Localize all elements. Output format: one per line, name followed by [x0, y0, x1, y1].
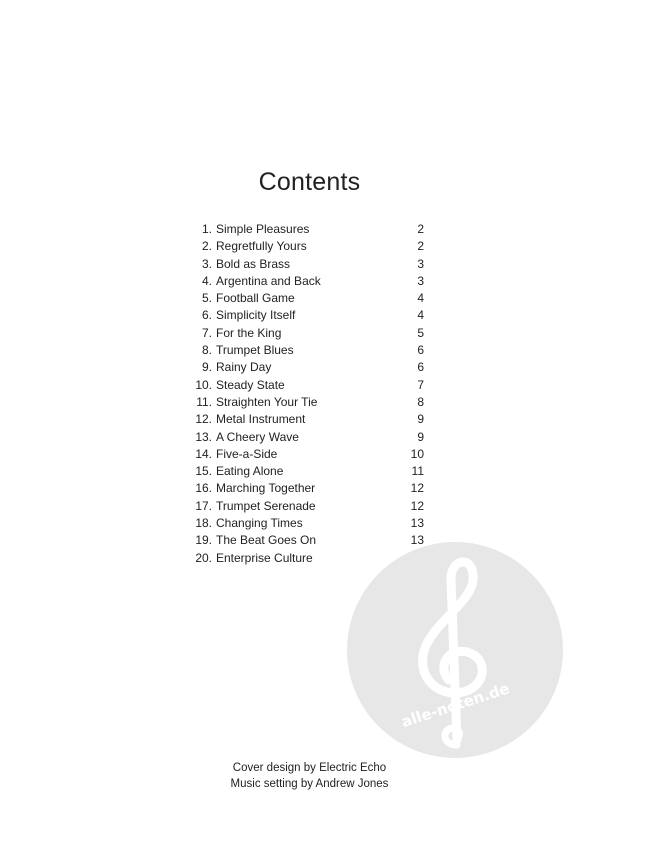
toc-entry-title: Argentina and Back — [216, 273, 321, 288]
toc-entry — [190, 307, 430, 324]
toc-entry-number: 6. — [201, 308, 212, 323]
toc-entry-number: 8. — [201, 343, 212, 358]
toc-entry-title: Simple Pleasures — [216, 222, 310, 236]
toc-entry-number: 1. — [201, 222, 212, 236]
toc-entry — [190, 256, 430, 273]
toc-entry-title: Simplicity Itself — [216, 308, 296, 323]
toc-entry — [190, 429, 430, 446]
toc-entry-page: 13 — [410, 533, 424, 548]
watermark-logo — [345, 540, 565, 760]
toc-entry-page: 3 — [417, 256, 424, 271]
toc-entry — [190, 359, 430, 376]
toc-entry-title: Steady State — [216, 377, 285, 392]
toc-entry-page: 5 — [417, 325, 424, 340]
toc-entry-page: 9 — [417, 412, 424, 427]
toc-entry-page: 6 — [417, 343, 424, 358]
toc-entry-title: Eating Alone — [216, 464, 284, 479]
cover-credit: Cover design by Electric Echo — [232, 762, 387, 774]
toc-entry-title: A Cheery Wave — [216, 429, 299, 444]
toc-entry-number: 5. — [201, 291, 212, 306]
toc-entry — [190, 273, 430, 290]
toc-entry-number: 20. — [195, 550, 212, 565]
toc-entry-title: Marching Together — [216, 481, 316, 496]
toc-entry-page: 11 — [411, 464, 424, 479]
toc-entry-page: 3 — [417, 273, 424, 288]
toc-entry-number: 4. — [201, 273, 212, 288]
toc-entry-number: 3. — [201, 256, 212, 271]
toc-entry-number: 16. — [195, 481, 212, 496]
toc-entry-title: Regretfully Yours — [216, 239, 307, 254]
toc-entry — [190, 515, 430, 532]
toc-entry-number: 19. — [195, 533, 212, 548]
toc-entry-page: 12 — [410, 498, 424, 513]
toc-entry-page: 12 — [410, 481, 424, 496]
toc-entry-page: 8 — [417, 394, 424, 409]
toc-entry-title: For the King — [216, 325, 282, 340]
toc-entry-number: 13. — [195, 429, 212, 444]
toc-entry-title: Trumpet Serenade — [216, 498, 316, 513]
toc-entry-number: 9. — [201, 360, 212, 375]
toc-entry-number: 18. — [195, 516, 212, 531]
toc-entry-number: 11. — [196, 394, 212, 409]
toc-entry-title: Enterprise Culture — [216, 550, 313, 565]
toc-entry-number: 2. — [201, 239, 212, 254]
toc-entry-title: The Beat Goes On — [216, 533, 317, 548]
toc-entry-page: 2 — [417, 239, 424, 254]
toc-entry-title: Bold as Brass — [216, 256, 291, 271]
toc-entry — [190, 498, 430, 515]
toc-entry-title: Football Game — [216, 291, 295, 306]
toc-entry — [190, 221, 430, 238]
toc-entry — [190, 446, 430, 463]
music-setting-credit: Music setting by Andrew Jones — [230, 778, 389, 790]
toc-entry-number: 17. — [195, 498, 212, 513]
toc-entry — [190, 463, 430, 480]
toc-entry-page: 4 — [417, 308, 424, 323]
toc-entry — [190, 342, 430, 359]
toc-entry — [190, 480, 430, 497]
toc-entry-page: 4 — [417, 291, 424, 306]
toc-entry-number: 7. — [201, 325, 212, 340]
contents-list — [190, 221, 430, 567]
toc-entry-page: 10 — [410, 446, 424, 461]
toc-entry-number: 12. — [195, 412, 212, 427]
toc-entry — [190, 411, 430, 428]
toc-entry-page: 7 — [417, 377, 424, 392]
toc-entry-page: 6 — [417, 360, 424, 375]
toc-entry-number: 15. — [195, 464, 212, 479]
toc-entry — [190, 238, 430, 255]
toc-entry — [190, 290, 430, 307]
toc-entry-title: Straighten Your Tie — [216, 394, 318, 409]
toc-entry — [190, 325, 430, 342]
toc-entry-page: 13 — [410, 516, 424, 531]
credits — [0, 760, 619, 792]
toc-entry-title: Changing Times — [216, 516, 303, 531]
page-title: Contents — [258, 168, 361, 196]
toc-entry-page: 9 — [417, 429, 424, 444]
toc-entry-title: Metal Instrument — [216, 412, 306, 427]
toc-entry-title: Five-a-Side — [216, 446, 278, 461]
toc-entry-page: 2 — [417, 222, 424, 236]
toc-entry-title: Rainy Day — [216, 360, 272, 375]
toc-entry — [190, 377, 430, 394]
toc-entry-title: Trumpet Blues — [216, 343, 294, 358]
watermark-text: alle-noten.de — [399, 679, 512, 732]
toc-entry-number: 14. — [195, 446, 212, 461]
toc-entry-number: 10. — [195, 377, 212, 392]
toc-entry — [190, 394, 430, 411]
